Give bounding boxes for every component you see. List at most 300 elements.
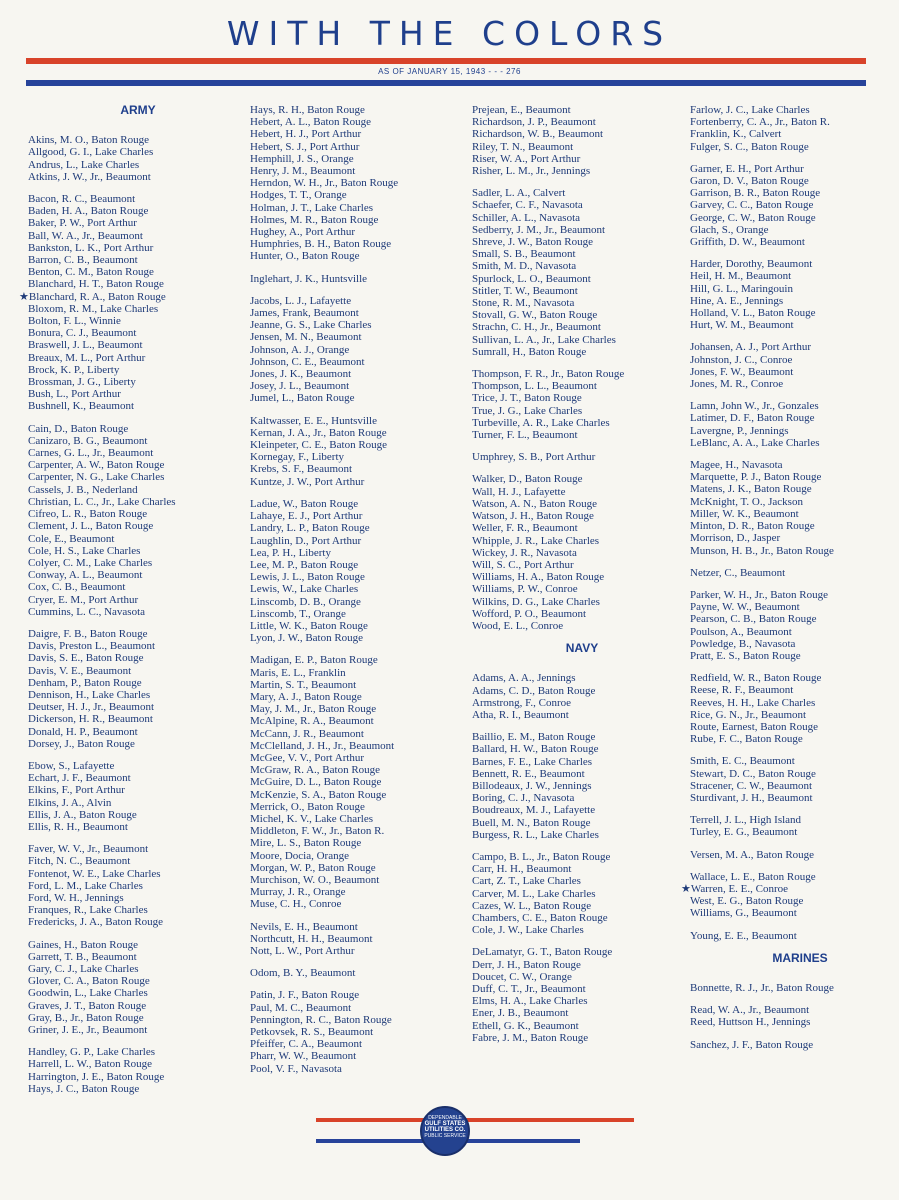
name-group [690, 163, 899, 248]
roster-entry: Wofford, P. O., Beaumont [472, 607, 587, 620]
name-group [690, 930, 899, 942]
roster-entry: Boring, C. J., Navasota [472, 792, 575, 805]
name-group [472, 672, 692, 721]
roster-entry: Carpenter, A. W., Baton Rouge [28, 459, 165, 472]
roster-entry: Franklin, K., Calvert [690, 128, 782, 141]
roster-entry: Cazes, W. L., Baton Rouge [472, 899, 592, 912]
name-group [690, 341, 899, 390]
roster-entry: Kornegay, F., Liberty [250, 451, 345, 464]
name-group [28, 1046, 248, 1095]
roster-entry: Walker, D., Baton Rouge [472, 473, 583, 486]
page-title: WITH THE COLORS [226, 14, 673, 53]
roster-entry: Garrison, B. R., Baton Rouge [690, 187, 821, 200]
name-group [681, 870, 899, 920]
roster-entry: Blanchard, H. T., Baton Rouge [28, 278, 164, 291]
roster-entry: Hill, G. L., Maringouin [690, 282, 793, 295]
roster-entry: Echart, J. F., Beaumont [28, 772, 131, 785]
roster-entry: Redfield, W. R., Baton Rouge [690, 672, 822, 685]
name-group [250, 104, 470, 263]
name-group [28, 134, 248, 183]
roster-entry: Schaefer, C. F., Navasota [472, 199, 583, 212]
roster-entry: Faver, W. V., Jr., Beaumont [28, 843, 149, 856]
name-group [690, 1039, 899, 1051]
roster-entry: Linscomb, T., Orange [250, 607, 346, 620]
name-group [690, 589, 899, 662]
roster-entry: Stovall, G. W., Baton Rouge [472, 309, 598, 322]
roster-entry: True, J. G., Lake Charles [472, 404, 583, 417]
roster-entry: Bush, L., Port Arthur [28, 388, 121, 401]
roster-entry: Jensen, M. N., Beaumont [250, 331, 362, 344]
roster-entry: Weller, F. R., Beaumont [472, 522, 578, 535]
roster-entry: Franques, R., Lake Charles [28, 904, 148, 917]
roster-entry: Laughlin, D., Port Arthur [250, 534, 362, 547]
roster-entry: Fredericks, J. A., Baton Rouge [28, 916, 164, 929]
roster-entry: Versen, M. A., Baton Rouge [690, 848, 815, 861]
roster-entry: Prejean, E., Beaumont [472, 104, 571, 116]
roster-entry: Lyon, J. W., Baton Rouge [250, 632, 364, 645]
roster-entry: Kleinpeter, C. E., Baton Rouge [250, 439, 388, 452]
roster-entry: May, J. M., Jr., Baton Rouge [250, 703, 377, 716]
roster-entry: Carr, H. H., Beaumont [472, 863, 572, 876]
roster-entry: Thompson, F. R., Jr., Baton Rouge [472, 368, 625, 381]
roster-entry: Shreve, J. W., Baton Rouge [472, 236, 593, 249]
name-group [28, 939, 248, 1037]
name-group [472, 104, 692, 177]
roster-entry: Marquette, P. J., Baton Rouge [690, 471, 822, 484]
roster-entry: Cassels, J. B., Nederland [28, 483, 138, 496]
roster-entry: Deutser, H. J., Jr., Beaumont [28, 701, 155, 714]
roster-entry: McGee, V. V., Port Arthur [250, 751, 365, 764]
name-group [690, 258, 899, 331]
roster-entry: Little, W. K., Baton Rouge [250, 619, 368, 632]
roster-entry: Murchison, W. O., Beaumont [250, 873, 380, 886]
roster-entry: Ellis, R. H., Beaumont [28, 820, 128, 833]
roster-entry: George, C. W., Baton Rouge [690, 211, 816, 224]
roster-entry: Barron, C. B., Beaumont [28, 254, 138, 267]
name-group [472, 946, 692, 1044]
name-group [28, 628, 248, 750]
roster-entry: McAlpine, R. A., Beaumont [250, 715, 374, 728]
roster-entry: Patin, J. F., Baton Rouge [250, 989, 360, 1002]
roster-entry: Holman, J. T., Lake Charles [250, 201, 374, 214]
roster-entry: Inglehart, J. K., Huntsville [250, 272, 368, 285]
name-group [250, 967, 470, 979]
roster-entry: Braswell, J. L., Beaumont [28, 339, 143, 352]
roster-entry: Jones, M. R., Conroe [690, 378, 784, 391]
name-group [472, 451, 692, 463]
roster-entry: West, E. G., Baton Rouge [690, 895, 804, 908]
roster-entry: Ethell, G. K., Beaumont [472, 1019, 579, 1032]
roster-entry: Reeves, H. H., Lake Charles [690, 696, 816, 709]
roster-entry: Bennett, R. E., Beaumont [472, 767, 585, 780]
roster-entry: LeBlanc, A. A., Lake Charles [690, 436, 820, 449]
roster-entry: Sumrall, H., Baton Rouge [472, 345, 587, 358]
gulf-states-utilities-logo [420, 1106, 470, 1156]
roster-entry: Hays, J. C., Baton Rouge [28, 1082, 140, 1095]
roster-entry: Handley, G. P., Lake Charles [28, 1046, 155, 1059]
roster-entry: Cain, D., Baton Rouge [28, 422, 129, 435]
roster-entry: Davis, V. E., Beaumont [28, 664, 132, 677]
roster-entry: Ball, W. A., Jr., Beaumont [28, 229, 143, 242]
roster-entry: Michel, K. V., Lake Charles [250, 812, 374, 825]
roster-entry: Hays, R. H., Baton Rouge [250, 104, 365, 116]
roster-entry: McGuire, D. L., Baton Rouge [250, 776, 382, 789]
roster-entry: Chambers, C. E., Baton Rouge [472, 911, 608, 924]
roster-entry: Cart, Z. T., Lake Charles [472, 875, 581, 888]
roster-entry: Ellis, J. A., Baton Rouge [28, 808, 137, 821]
roster-entry: Baden, H. A., Baton Rouge [28, 205, 149, 218]
roster-entry: Kaltwasser, E. E., Huntsville [250, 414, 377, 427]
roster-entry: Bankston, L. K., Port Arthur [28, 241, 154, 254]
roster-entry: Fortenberry, C. A., Jr., Baton R. [690, 116, 830, 129]
roster-entry: Poulson, A., Beaumont [690, 625, 792, 638]
roster-entry: Riley, T. N., Beaumont [472, 140, 574, 153]
roster-entry: Bonnette, R. J., Jr., Baton Rouge [690, 981, 834, 994]
name-group [250, 654, 470, 910]
roster-entry: Boudreaux, M. J., Lafayette [472, 804, 596, 817]
name-group [250, 295, 470, 405]
name-group [690, 814, 899, 838]
roster-entry: Rice, G. N., Jr., Beaumont [690, 708, 807, 721]
roster-entry: Young, E. E., Beaumont [690, 929, 797, 942]
roster-entry: Pool, V. F., Navasota [250, 1062, 342, 1075]
roster-entry: Baker, P. W., Port Arthur [28, 217, 137, 230]
roster-entry: Hurt, W. M., Beaumont [690, 319, 794, 332]
roster-entry: Conway, A. L., Beaumont [28, 569, 143, 582]
roster-entry: Landry, L. P., Baton Rouge [250, 522, 370, 535]
roster-entry: Fabre, J. M., Baton Rouge [472, 1031, 589, 1044]
name-group [28, 423, 248, 618]
name-group [250, 498, 470, 644]
roster-entry: Doucet, C. W., Orange [472, 970, 572, 983]
roster-entry: Route, Earnest, Baton Rouge [690, 720, 819, 733]
roster-entry: Clement, J. L., Baton Rouge [28, 520, 154, 533]
roster-entry: McClelland, J. H., Jr., Beaumont [250, 739, 395, 752]
roster-entry: Ford, L. M., Lake Charles [28, 879, 143, 892]
section-heading-marines: MARINES [772, 950, 828, 965]
roster-entry: Pennington, R. C., Baton Rouge [250, 1013, 392, 1026]
column-1 [19, 103, 248, 1105]
name-group [690, 755, 899, 804]
roster-entry: Herndon, W. H., Jr., Baton Rouge [250, 177, 399, 190]
roster-entry: Hebert, A. L., Baton Rouge [250, 116, 371, 129]
roster-entry: Wickey, J. R., Navasota [472, 546, 577, 559]
roster-entry: Martin, S. T., Beaumont [250, 678, 357, 691]
roster-entry: Powledge, B., Navasota [690, 637, 796, 650]
roster-entry: Magee, H., Navasota [690, 459, 783, 472]
roster-entry: Cryer, E. M., Port Arthur [28, 593, 139, 606]
column-4 [681, 104, 899, 1061]
roster-entry: Mire, L. S., Baton Rouge [250, 837, 362, 850]
roster-entry: Sullivan, L. A., Jr., Lake Charles [472, 333, 616, 346]
roster-entry: Campo, B. L., Jr., Baton Rouge [472, 850, 611, 863]
roster-entry: Garvey, C. C., Baton Rouge [690, 199, 814, 212]
roster-entry: Graves, J. T., Baton Rouge [28, 999, 147, 1012]
roster-entry: Benton, C. M., Baton Rouge [28, 266, 154, 279]
name-group [690, 849, 899, 861]
roster-entry: Minton, D. R., Baton Rouge [690, 520, 815, 533]
roster-entry: Adams, A. A., Jennings [472, 672, 576, 685]
roster-entry: Buell, M. N., Baton Rouge [472, 816, 591, 829]
roster-entry: Johansen, A. J., Port Arthur [690, 341, 811, 354]
roster-entry: Bolton, F. L., Winnie [28, 315, 121, 328]
roster-entry: Morgan, W. P., Baton Rouge [250, 861, 376, 874]
roster-entry: Hebert, H. J., Port Arthur [250, 128, 362, 141]
logo-main-text: GULF STATES UTILITIES CO. [424, 1121, 466, 1133]
roster-entry: Fontenot, W. E., Lake Charles [28, 867, 161, 880]
roster-entry: Adams, C. D., Baton Rouge [472, 684, 596, 697]
roster-entry: Stracener, C. W., Beaumont [690, 779, 813, 792]
roster-entry: Hodges, T. T., Orange [250, 189, 347, 202]
roster-entry: Sturdivant, J. H., Beaumont [690, 791, 813, 804]
section-heading-navy: NAVY [565, 641, 599, 656]
name-group [690, 459, 899, 557]
roster-entry: Holland, V. L., Baton Rouge [690, 307, 816, 320]
roster-entry: Lea, P. H., Liberty [250, 546, 331, 559]
roster-entry: Dorsey, J., Baton Rouge [28, 737, 135, 750]
roster-entry: Jeanne, G. S., Lake Charles [250, 319, 372, 332]
name-group [690, 567, 899, 579]
roster-entry: Lamn, John W., Jr., Gonzales [690, 400, 819, 413]
roster-entry: Richardson, W. B., Beaumont [472, 128, 604, 141]
roster-entry: Hughey, A., Port Arthur [250, 226, 356, 239]
roster-entry: Stone, R. M., Navasota [472, 297, 575, 310]
roster-entry: DeLamatyr, G. T., Baton Rouge [472, 946, 613, 959]
roster-entry: Paul, M. C., Beaumont [250, 1001, 352, 1014]
roster-entry: Hebert, S. J., Port Arthur [250, 140, 360, 153]
column-2 [250, 104, 470, 1085]
roster-entry: Hine, A. E., Jennings [690, 294, 784, 307]
name-group [250, 921, 470, 958]
roster-entry: Hunter, O., Baton Rouge [250, 250, 360, 263]
name-group [472, 731, 692, 841]
roster-entry: Matens, J. K., Baton Rouge [690, 483, 812, 496]
roster-entry: Morrison, D., Jasper [690, 532, 781, 545]
roster-entry: Griffith, D. W., Beaumont [690, 236, 805, 249]
roster-entry: Spurlock, L. O., Beaumont [472, 272, 591, 285]
roster-entry: Holmes, M. R., Baton Rouge [250, 213, 379, 226]
roster-entry: Linscomb, D. B., Orange [250, 595, 361, 608]
roster-entry: ★Blanchard, R. A., Baton Rouge [19, 290, 166, 303]
roster-entry: Johnson, C. E., Beaumont [250, 355, 365, 368]
roster-entry: Reed, Huttson H., Jennings [690, 1016, 811, 1029]
roster-entry: Henry, J. M., Beaumont [250, 165, 356, 178]
roster-entry: Glover, C. A., Baton Rouge [28, 975, 150, 988]
roster-entry: Jumel, L., Baton Rouge [250, 392, 355, 405]
name-group [472, 473, 692, 632]
roster-entry: Derr, J. H., Baton Rouge [472, 958, 581, 971]
red-stripe-top [26, 58, 866, 64]
roster-entry: Merrick, O., Baton Rouge [250, 800, 365, 813]
roster-entry: Colyer, C. M., Lake Charles [28, 556, 153, 569]
roster-entry: Smith, E. C., Beaumont [690, 755, 795, 768]
roster-entry: Bloxom, R. M., Lake Charles [28, 302, 159, 315]
roster-entry: Harrington, J. E., Baton Rouge [28, 1070, 165, 1083]
roster-entry: Turley, E. G., Beaumont [690, 826, 798, 839]
roster-entry: Gary, C. J., Lake Charles [28, 963, 139, 975]
roster-entry: Harrell, L. W., Baton Rouge [28, 1058, 153, 1071]
roster-entry: Duff, C. T., Jr., Beaumont [472, 983, 586, 995]
logo-bottom-text: PUBLIC SERVICE [424, 1133, 466, 1139]
roster-entry: Breaux, M. L., Port Arthur [28, 351, 146, 364]
roster-entry: Nevils, E. H., Beaumont [250, 920, 358, 933]
logo-top-text: DEPENDABLE [428, 1115, 462, 1121]
roster-entry: Umphrey, S. B., Port Arthur [472, 451, 596, 464]
roster-entry: Muse, C. H., Conroe [250, 898, 342, 911]
roster-entry: ★Warren, E. E., Conroe [681, 882, 789, 895]
roster-entry: Dickerson, H. R., Beaumont [28, 713, 153, 726]
roster-entry: Madigan, E. P., Baton Rouge [250, 654, 378, 667]
roster-entry: Billodeaux, J. W., Jennings [472, 779, 592, 792]
roster-entry: Stewart, D. C., Baton Rouge [690, 767, 816, 780]
roster-entry: Mary, A. J., Baton Rouge [250, 690, 362, 703]
red-stripe-bottom [316, 1118, 634, 1122]
blue-stripe-top [26, 80, 866, 86]
roster-entry: Baillio, E. M., Baton Rouge [472, 731, 596, 744]
name-group [19, 193, 248, 413]
roster-entry: James, Frank, Beaumont [250, 307, 359, 320]
roster-entry: Trice, J. T., Baton Rouge [472, 392, 582, 405]
roster-entry: Josey, J. L., Beaumont [250, 380, 350, 393]
roster-entry: Read, W. A., Jr., Beaumont [690, 1004, 810, 1017]
roster-entry: Stitler, T. W., Beaumont [472, 284, 578, 297]
roster-entry: Fulger, S. C., Baton Rouge [690, 140, 809, 153]
roster-entry: Bushnell, K., Beaumont [28, 400, 135, 413]
roster-entry: Garner, E. H., Port Arthur [690, 162, 804, 175]
roster-entry: Glach, S., Orange [690, 223, 769, 236]
roster-entry: Miller, W. K., Beaumont [690, 507, 799, 520]
roster-entry: Carpenter, N. G., Lake Charles [28, 471, 165, 484]
roster-entry: Fitch, N. C., Beaumont [28, 855, 131, 868]
name-group [28, 760, 248, 833]
roster-entry: Ebow, S., Lafayette [28, 759, 115, 772]
roster-entry: Akins, M. O., Baton Rouge [28, 134, 149, 147]
roster-entry: Watson, A. N., Baton Rouge [472, 497, 597, 510]
roster-entry: McGraw, R. A., Baton Rouge [250, 764, 381, 777]
roster-entry: Reese, R. F., Beaumont [690, 684, 794, 697]
roster-entry: Lewis, J. L., Baton Rouge [250, 571, 365, 584]
name-group [250, 273, 470, 285]
name-group [690, 672, 899, 745]
roster-entry: Denham, P., Baton Rouge [28, 676, 142, 689]
roster-entry: Kernan, J. A., Jr., Baton Rouge [250, 426, 387, 439]
roster-entry: Northcutt, H. H., Beaumont [250, 932, 373, 945]
roster-entry: Sadler, L. A., Calvert [472, 187, 566, 200]
roster-entry: Garon, D. V., Baton Rouge [690, 175, 809, 188]
roster-entry: Odom, B. Y., Beaumont [250, 967, 356, 980]
roster-entry: Netzer, C., Beaumont [690, 566, 786, 579]
roster-entry: Johnston, J. C., Conroe [690, 353, 793, 366]
roster-entry: Farlow, J. C., Lake Charles [690, 104, 810, 116]
column-3 [472, 104, 692, 1054]
roster-entry: Middleton, F. W., Jr., Baton R. [250, 825, 385, 838]
roster-entry: Canizaro, B. G., Beaumont [28, 434, 148, 447]
roster-entry: Armstrong, F., Conroe [472, 696, 572, 709]
as-of-date-subtitle: AS OF JANUARY 15, 1943 - - - 276 [378, 67, 521, 76]
roster-entry: Williams, G., Beaumont [690, 907, 797, 920]
name-group [250, 989, 470, 1074]
roster-entry: McKenzie, S. A., Baton Rouge [250, 788, 387, 801]
roster-entry: Humphries, B. H., Baton Rouge [250, 238, 392, 251]
roster-entry: Johnson, A. J., Orange [250, 343, 350, 356]
name-group [250, 415, 470, 488]
roster-entry: Pfeiffer, C. A., Beaumont [250, 1038, 363, 1051]
roster-entry: Sanchez, J. F., Baton Rouge [690, 1038, 814, 1051]
roster-entry: Cifreo, L. R., Baton Rouge [28, 508, 148, 521]
roster-entry: Ford, W. H., Jennings [28, 891, 124, 904]
roster-entry: Carnes, G. L., Jr., Beaumont [28, 447, 154, 460]
roster-entry: Wall, H. J., Lafayette [472, 485, 566, 498]
roster-entry: Ener, J. B., Beaumont [472, 1007, 569, 1020]
roster-entry: Cole, H. S., Lake Charles [28, 544, 141, 557]
name-group [472, 851, 692, 936]
roster-entry: Gray, B., Jr., Baton Rouge [28, 1011, 144, 1024]
name-group [690, 1004, 899, 1028]
roster-entry: Murray, J. R., Orange [250, 886, 346, 899]
roster-entry: Ladue, W., Baton Rouge [250, 497, 359, 510]
roster-entry: Munson, H. B., Jr., Baton Rouge [690, 544, 834, 557]
roster-entry: Burgess, R. L., Lake Charles [472, 828, 599, 841]
roster-entry: Gaines, H., Baton Rouge [28, 938, 138, 951]
roster-entry: Kuntze, J. W., Port Arthur [250, 475, 365, 488]
section-heading-army: ARMY [120, 103, 156, 117]
roster-entry: Atkins, J. W., Jr., Beaumont [28, 170, 151, 183]
roster-entry: Cummins, L. C., Navasota [28, 605, 146, 618]
roster-entry: McCann, J. R., Beaumont [250, 727, 364, 740]
roster-entry: Parker, W. H., Jr., Baton Rouge [690, 588, 828, 601]
roster-entry: Turbeville, A. R., Lake Charles [472, 416, 610, 429]
roster-entry: Turner, F. L., Beaumont [472, 429, 578, 442]
roster-entry: Brossman, J. G., Liberty [28, 376, 136, 389]
roster-entry: Krebs, S. F., Beaumont [250, 463, 353, 476]
roster-entry: Nott, L. W., Port Arthur [250, 945, 355, 957]
roster-entry: Lee, M. P., Baton Rouge [250, 558, 359, 571]
roster-entry: Pratt, E. S., Baton Rouge [690, 649, 801, 662]
roster-entry: Bonura, C. J., Beaumont [28, 327, 137, 340]
roster-entry: Thompson, L. L., Beaumont [472, 380, 597, 393]
roster-entry: Williams, H. A., Baton Rouge [472, 571, 605, 584]
roster-entry: Maris, E. L., Franklin [250, 666, 346, 679]
roster-entry: Elkins, F., Port Arthur [28, 784, 125, 797]
roster-entry: Wilkins, D. G., Lake Charles [472, 595, 600, 608]
roster-entry: Riser, W. A., Port Arthur [472, 152, 581, 165]
name-group [690, 982, 899, 994]
roster-entry: Elkins, J. A., Alvin [28, 796, 112, 809]
roster-entry: Davis, Preston L., Beaumont [28, 640, 156, 653]
name-group [28, 843, 248, 928]
roster-entry: Barnes, F. E., Lake Charles [472, 755, 593, 768]
roster-entry: Hemphill, J. S., Orange [250, 152, 354, 165]
roster-entry: Goodwin, L., Lake Charles [28, 987, 148, 1000]
roster-entry: Watson, J. H., Baton Rouge [472, 510, 594, 523]
roster-entry: Christian, L. C., Jr., Lake Charles [28, 495, 176, 508]
roster-entry: Whipple, J. R., Lake Charles [472, 534, 600, 547]
roster-entry: Smith, M. D., Navasota [472, 260, 577, 273]
name-group [472, 368, 692, 441]
roster-entry: Pearson, C. B., Baton Rouge [690, 613, 817, 626]
roster-entry: Small, S. B., Beaumont [472, 248, 576, 261]
roster-entry: Bacon, R. C., Beaumont [28, 193, 136, 206]
roster-entry: Heil, H. M., Beaumont [690, 270, 792, 283]
roster-entry: Moore, Docia, Orange [250, 849, 349, 862]
name-group [690, 104, 899, 153]
roster-entry: Rube, F. C., Baton Rouge [690, 733, 803, 746]
roster-entry: Daigre, F. B., Baton Rouge [28, 627, 148, 640]
roster-entry: McKnight, T. O., Jackson [690, 495, 803, 508]
roster-entry: Harder, Dorothy, Beaumont [690, 258, 813, 271]
roster-entry: Sedberry, J. M., Jr., Beaumont [472, 223, 606, 236]
roster-entry: Will, S. C., Port Arthur [472, 558, 574, 571]
